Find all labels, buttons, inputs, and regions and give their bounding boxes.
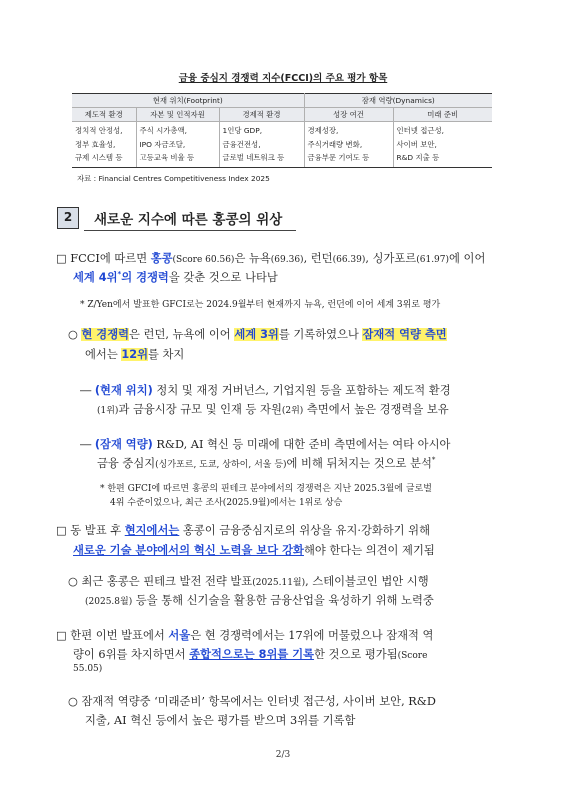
bullet-dash: ― xyxy=(80,438,92,451)
bullet-dash: ― xyxy=(80,384,92,397)
paragraph-2-line-2: 새로운 기술 분야에서의 혁신 노력을 보다 강화해야 한다는 의견이 제기됨 xyxy=(73,544,435,557)
section-title: 새로운 지수에 따른 홍콩의 위상 xyxy=(94,212,283,228)
point-1-line-1: ○ 현 경쟁력은 런던, 뉴욕에 이어 세계 3위를 기록하였으나 잠재적 역량 측면 xyxy=(68,328,447,341)
dash-2-line-2: 금융 중심지(싱가포르, 도쿄, 상하이, 서울 등)에 비해 뒤처지는 것으로 분석* xyxy=(97,456,436,470)
table-group-potential: 잠재 역량(Dynamics) xyxy=(304,94,492,108)
table-cell: 주식 시가총액, IPO 자금조달, 고등교육 비율 등 xyxy=(136,122,219,168)
bullet-circle: ○ xyxy=(68,328,78,341)
table-header: 성장 여건 xyxy=(304,108,393,122)
paragraph-1-line-2: 세계 4위*의 경쟁력을 갖춘 것으로 나타남 xyxy=(73,270,278,284)
section-underline xyxy=(84,230,296,231)
paragraph-3-line-3: 55.05) xyxy=(73,664,103,674)
dash-1-line-2: (1위)과 금융시장 규모 및 인재 등 자원(2위) 측면에서 높은 경쟁력을 보유 xyxy=(97,403,449,416)
table-header: 제도적 환경 xyxy=(72,108,136,122)
footnote-fintech-line-2: 4위 수준이었으나, 최근 조사(2025.9월)에서는 1위로 상승 xyxy=(110,498,343,508)
paragraph-2-line-1: □ 동 발표 후 현지에서는 홍콩이 금융중심지로의 위상을 유지·강화하기 위해 xyxy=(56,524,431,537)
bullet-circle: ○ xyxy=(68,575,78,588)
bullet-square: □ xyxy=(56,629,67,642)
section-number: 2 xyxy=(57,207,79,229)
point-1-line-2: 에서는 12위를 차지 xyxy=(85,348,185,361)
paragraph-3-line-1: □ 한편 이번 발표에서 서울은 현 경쟁력에서는 17위에 머물렀으나 잠재적 역 xyxy=(56,629,434,642)
table-title: 금융 중심지 경쟁력 지수(FCCI)의 주요 평가 항목 xyxy=(178,73,388,84)
point-3-line-1: ○ 잠재적 역량중 ‘미래준비’ 항목에서는 인터넷 접근성, 사이버 보안, R&D xyxy=(68,695,436,708)
paragraph-1-line-1: □ FCCI에 따르면 홍콩(Score 60.56)은 뉴욕(69.36), 런던(66.39), 싱가포르(61.97)에 이어 xyxy=(56,252,486,265)
table-cell: 인터넷 접근성, 사이버 보안, R&D 지출 등 xyxy=(393,122,492,168)
paragraph-3-line-2: 량이 6위를 차지하면서 종합적으로는 8위를 기록한 것으로 평가됨(Score xyxy=(73,648,428,661)
bullet-square: □ xyxy=(56,524,67,537)
table-row xyxy=(72,122,492,168)
point-2-line-1: ○ 최근 홍콩은 핀테크 발전 전략 발표(2025.11월), 스테이블코인 법안 시행 xyxy=(68,575,429,588)
table-group-current: 현재 위치(Footprint) xyxy=(72,94,304,108)
bullet-circle: ○ xyxy=(68,695,78,708)
point-3-line-2: 지출, AI 혁신 등에서 높은 평가를 받으며 3위를 기록함 xyxy=(85,714,356,727)
table-header: 자본 및 인적자원 xyxy=(136,108,219,122)
dash-1-line-1: ― (현재 위치) 정치 및 재정 거버넌스, 기업지원 등을 포함하는 제도적 환경 xyxy=(80,384,451,397)
table-cell: 1인당 GDP, 금융건전성, 글로벌 네트워크 등 xyxy=(219,122,304,168)
table-header: 경제적 환경 xyxy=(219,108,304,122)
bullet-square: □ xyxy=(56,252,67,265)
dash-2-line-1: ― (잠재 역량) R&D, AI 혁신 등 미래에 대한 준비 측면에서는 여타 아시아 xyxy=(80,438,451,451)
point-2-line-2: (2025.8월) 등을 통해 신기술을 활용한 금융산업을 육성하기 위해 노력중 xyxy=(85,594,434,607)
table-cell: 경제성장, 주식거래량 변화, 금융부문 기여도 등 xyxy=(304,122,393,168)
footnote-fintech-line-1: * 한편 GFCI에 따르면 홍콩의 핀테크 분야에서의 경쟁력은 지난 2025.3월에 글로벌 xyxy=(100,484,432,494)
evaluation-table xyxy=(72,93,492,168)
page-number: 2/3 xyxy=(275,750,291,760)
table-source: 자료 : Financial Centres Competitiveness Index 2025 xyxy=(77,174,270,183)
table-cell: 정치적 안정성, 정부 효율성, 규제 시스템 등 xyxy=(72,122,136,168)
table-header: 미래 준비 xyxy=(393,108,492,122)
footnote-gfci: * Z/Yen에서 발표한 GFCI로는 2024.9월부터 현재까지 뉴욕, 런던에 이어 세계 3위로 평가 xyxy=(80,300,441,310)
